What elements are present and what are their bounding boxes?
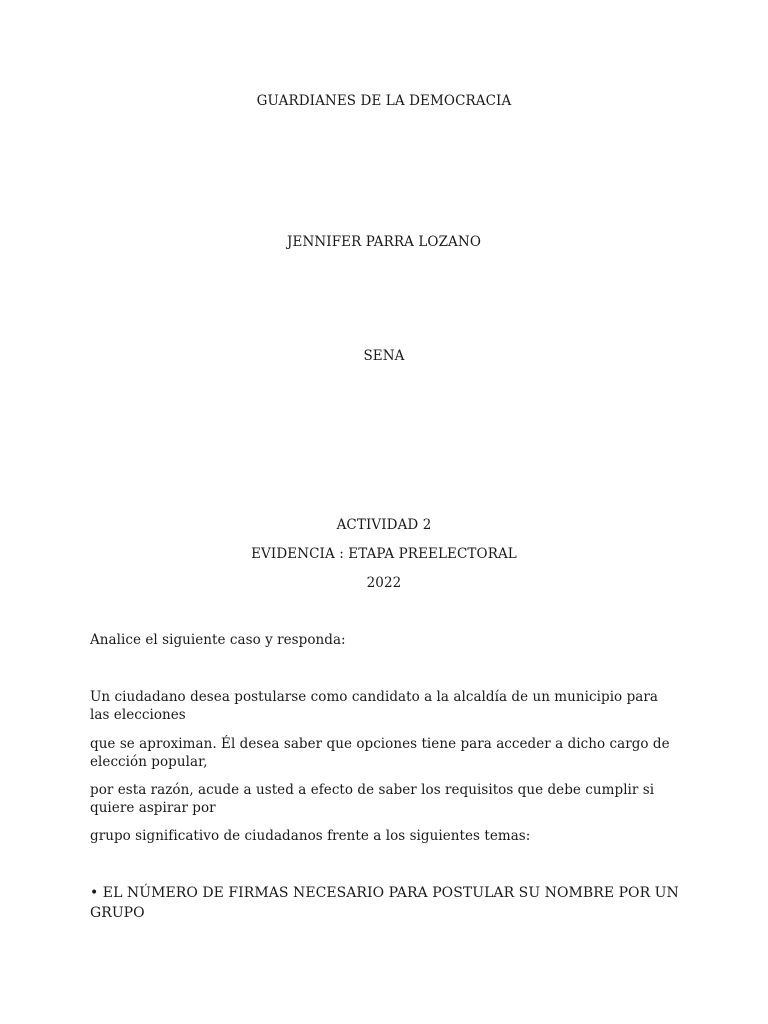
institution-name: SENA <box>363 348 405 364</box>
case-paragraph-line-2: que se aproximan. Él desea saber que opciones tiene para acceder a dicho cargo de elección popular, <box>90 736 670 770</box>
instruction-text: Analice el siguiente caso y responda: <box>90 632 346 648</box>
case-paragraph-line-1: Un ciudadano desea postularse como candidato a la alcaldía de un municipio para las elecciones <box>90 689 658 723</box>
author-name: JENNIFER PARRA LOZANO <box>286 234 481 250</box>
activity-label: ACTIVIDAD 2 <box>336 517 432 533</box>
year-label: 2022 <box>366 575 402 591</box>
evidence-label: EVIDENCIA : ETAPA PREELECTORAL <box>251 546 517 562</box>
bullet-item-signatures: • EL NÚMERO DE FIRMAS NECESARIO PARA POSTULAR SU NOMBRE POR UN GRUPO <box>90 885 679 921</box>
case-paragraph-line-3: por esta razón, acude a usted a efecto de saber los requisitos que debe cumplir si quiere aspirar por <box>90 782 655 816</box>
document-title: GUARDIANES DE LA DEMOCRACIA <box>256 93 512 109</box>
case-paragraph-line-4: grupo significativo de ciudadanos frente a los siguientes temas: <box>90 828 531 844</box>
